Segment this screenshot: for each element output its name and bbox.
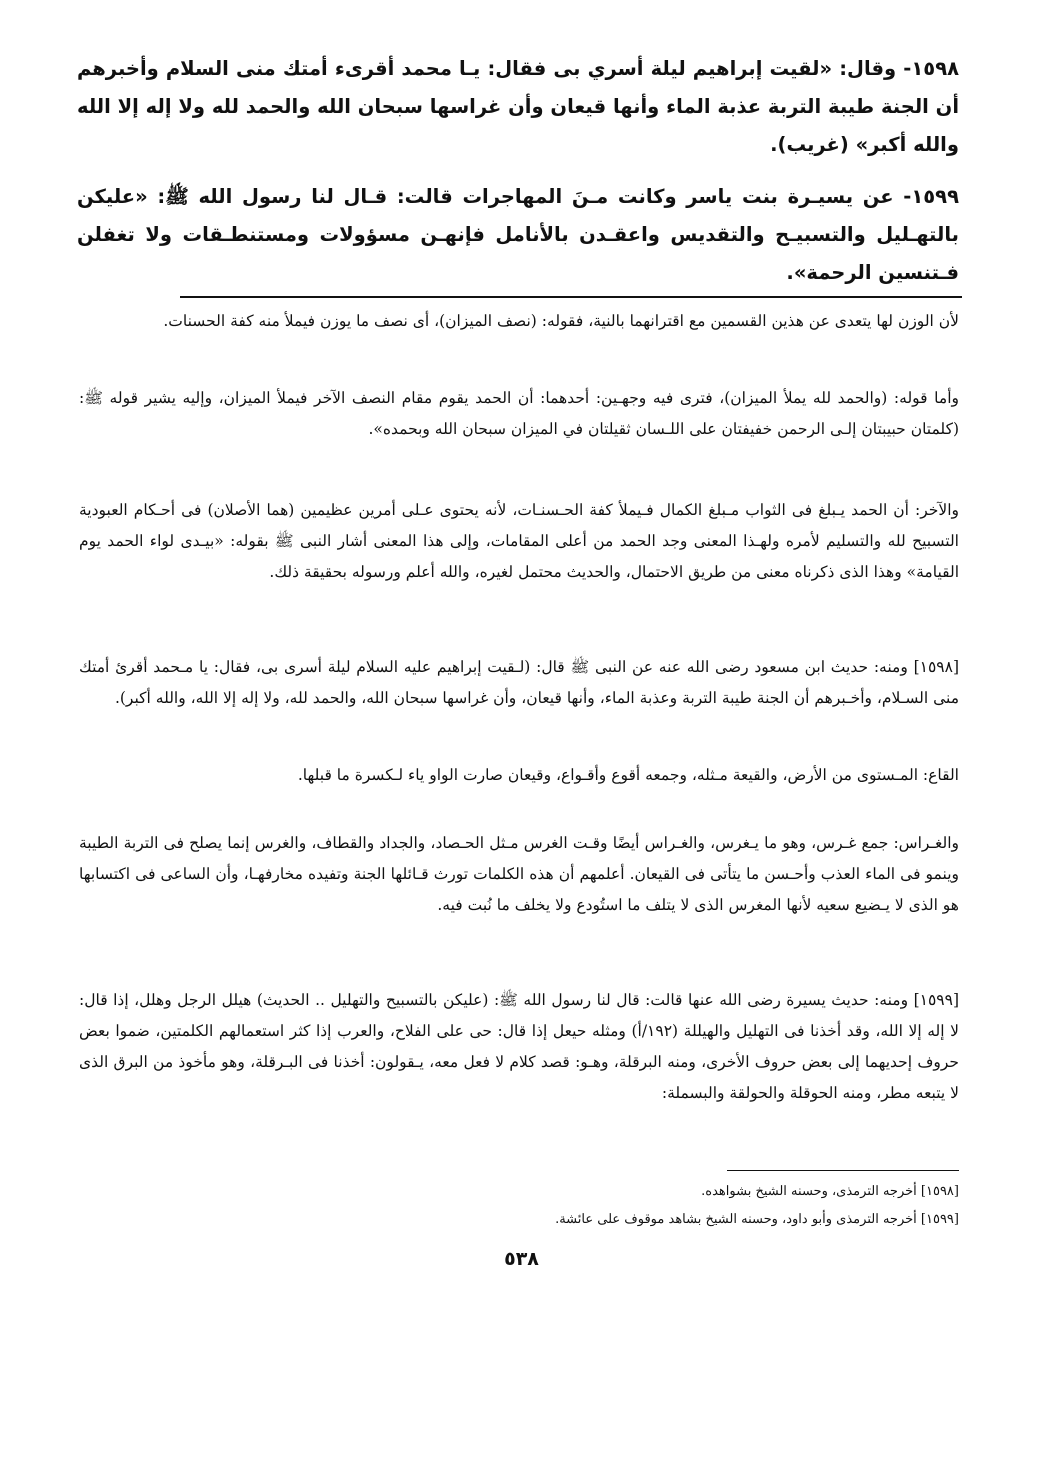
hadith-text: عن يسيـرة بنت ياسر وكانت مـنَ المهاجرات قالت: قـال لنا رسول الله ﷺ: «عليكن بالتهـليل والتسبيـح والتقديس واعقـدن بالأنامل فإنهـن مسؤولات ومستنطـقات ولا تغفلن فـتنسين الرحمة». [77,185,959,284]
footnote: [١٥٩٩] أخرجه الترمذى وأبو داود، وحسنه الشيخ بشاهد موقوف على عائشة. [555,1212,959,1227]
footnote-divider [727,1170,959,1171]
commentary-paragraph: لأن الوزن لها يتعدى عن هذين القسمين مع اقترانهما بالنية، فقوله: (نصف الميزان)، أى نصف ما يوزن فيملأ منه كفة الحسنات. [163,312,959,330]
commentary-paragraph: القاع: المـستوى من الأرض، والقيعة مـثله، وجمعه أقوع وأقـواع، وقيعان صارت الواو ياء لـكسرة ما قبلها. [297,766,959,784]
page-number: ٥٣٨ [504,1248,539,1270]
commentary-paragraph: وأما قوله: (والحمد لله يملأ الميزان)، فترى فيه وجهـين: أحدهما: أن الحمد يقوم مقام النصف الآخر فيملأ الميزان، وإليه يشير قوله ﷺ: (كلمتان حبيبتان إلـى الرحمن خفيفتان على اللـسان ثقيلتان في الميزان سبحان الله وبحمده». [79,389,959,438]
commentary-paragraph: والآخر: أن الحمد يـبلغ فى الثواب مـبلغ الكمال فـيملأ كفة الحـسنـات، لأنه يحتوى عـلى أمرين عظيمين (هما الأصلان) فى أحـكام العبودية التسبيح لله والتسليم لأمره ولهـذا المعنى وجد الحمد من أعلى المقامات، وإلى هذا المعنى أشار النبى ﷺ بقوله: «بيـدى لواء الحمد يوم القيامة» وهذا الذى ذكرناه معنى من طريق الاحتمال، والحديث محتمل لغيره، والله أعلم ورسوله بحقيقة ذلك. [79,501,959,581]
hadith-text: وقال: «لقيت إبراهيم ليلة أسري بى فقال: يـا محمد أقرىء أمتك منى السلام وأخبرهم أن الجنة طيبة التربة عذبة الماء وأنها قيعان وأن غراسها سبحان الله والحمد لله ولا إله إلا الله والله أكبر» (غريب). [77,57,959,156]
hadith-number: ١٥٩٩- [903,185,959,208]
commentary-paragraph: [١٥٩٨] ومنه: حديث ابن مسعود رضى الله عنه عن النبى ﷺ قال: (لـقيت إبراهيم عليه السلام ليلة أسرى بى، فقال: يا مـحمد أقرئ أمتك منى السـلام، وأخـبرهم أن الجنة طيبة التربة وعذبة الماء، وأنها قيعان، وأن غراسها سبحان الله، والحمد لله، ولا إله إلا الله، والله أكبر). [79,658,959,707]
footnote: [١٥٩٨] أخرجه الترمذى، وحسنه الشيخ بشواهده. [701,1184,959,1199]
hadith-1599 [77,178,959,292]
hadith-number: ١٥٩٨- [903,57,959,80]
section-divider [180,296,962,298]
hadith-1598 [77,50,959,164]
commentary-paragraph: [١٥٩٩] ومنه: حديث يسيرة رضى الله عنها قالت: قال لنا رسول الله ﷺ: (عليكن بالتسبيح والتهليل .. الحديث) هيلل الرجل وهلل، إذا قال: لا إله إلا الله، وقد أخذنا فى التهليل والهيللة (١٩٢/أ) ومثله حيعل إذا قال: حى على الفلاح، والعرب إذا كثر استعمالهم الكلمتين، ضموا بعض حروف إحديهما إلى بعض حروف الأخرى، ومنه البرقلة، وهـو: قصد كلام لا فعل معه، يـقولون: أخذنا فى البـرقلة، وهو مأخوذ من البرق الذى لا يتبعه مطر، ومنه الحوقلة والحولقة والبسملة: [79,991,959,1102]
commentary-paragraph: والغـراس: جمع غـرس، وهو ما يـغرس، والغـراس أيضًا وقـت الغرس مـثل الحـصاد، والجداد والقطاف، والغرس إنما يصلح فى التربة الطيبة وينمو فى الماء العذب وأحـسن ما يتأتى فى القيعان. أعلمهم أن هذه الكلمات تورث قـائلها الجنة وتفيده مخارفهـا، وأن الساعى فى اكتسابها هو الذى لا يـضيع سعيه لأنها المغرس الذى لا يتلف ما استُودع ولا يخلف ما نُبت فيه. [79,834,959,914]
